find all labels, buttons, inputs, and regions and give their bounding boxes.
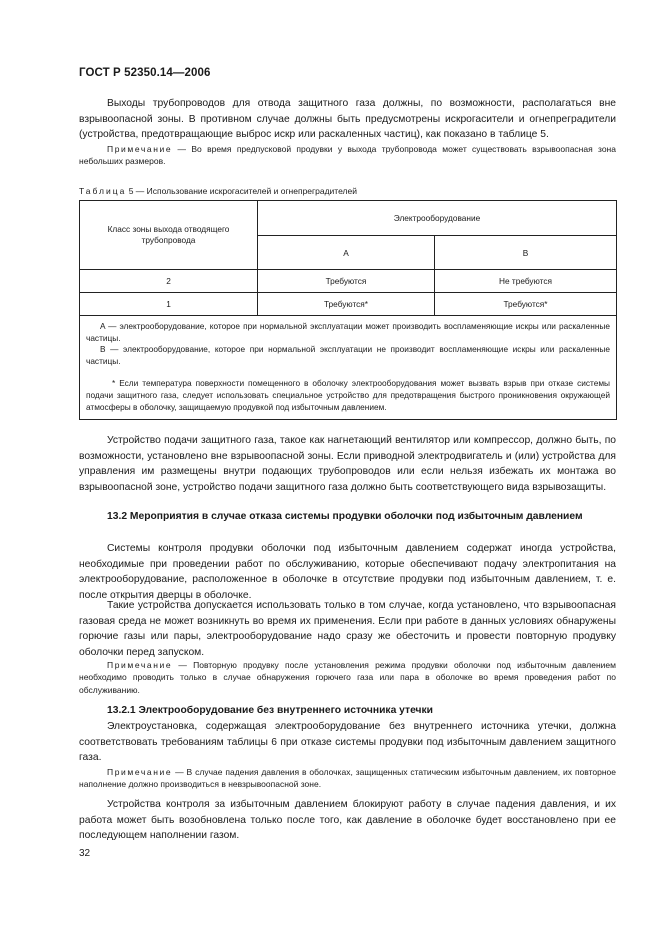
table-row: [80, 270, 617, 293]
paragraph-gas-outlets: Выходы трубопроводов для отвода защитного газа должны, по возможности, располагаться вне взрывоопасной зоны. В противном случае должны быть предусмотрены искрогасители и огнепреградители (устройства, предотвращающие выброс искр или раскаленных частиц), как показано в таблице 5.: [79, 98, 616, 141]
table-footnote: * Если температура поверхности помещенного в оболочку электрооборудования может вызвать взрыв при отказе системы подачи защитного газа, следует использовать специальное устройство для предотвращения быстрого проникновения окружающей атмосферы в оболочку, защищаемую продувкой под избыточным давлением.: [86, 378, 610, 412]
page-number: 32: [79, 848, 91, 859]
note-label: Примечание: [107, 660, 173, 670]
cell-a: Требуются*: [258, 293, 435, 316]
cell-b: Не требуются: [435, 270, 617, 293]
section-heading-13-2-1: 13.2.1 Электрооборудование без внутреннего источника утечки: [107, 705, 434, 716]
table-legend: [80, 316, 617, 420]
header-equipment: Электрооборудование: [258, 201, 617, 236]
header-equipment-a: A: [258, 236, 435, 270]
note-text: — Во время предпусковой продувки у выхода трубопровода может существовать взрывоопасная зона небольших размеров.: [79, 144, 616, 167]
table-5: [79, 200, 617, 420]
note-prestart-purge: [79, 143, 616, 168]
paragraph-devices-usage: Такие устройства допускается использовать только в том случае, когда установлено, что взрывоопасная газовая среда не может возникнуть во время их применения. Если при работе в данных условиях обнаружены горючие газы или пары, электрооборудование надо сразу же обесточить и провести повторную продувку оболочки перед запуском.: [79, 600, 616, 658]
paragraph-purge-control: Системы контроля продувки оболочки под избыточным давлением содержат иногда устройства, необходимые при проведении работ по обслуживанию, которые обеспечивают подачу электропитания на электрооборудование, расположенное в оболочке в отсутствие продувки под избыточным давлением, т. е. после открытия дверцы в оболочке.: [79, 543, 616, 601]
note-pressure-drop: [79, 766, 616, 791]
paragraph-pressure-control: Устройства контроля за избыточным давлением блокируют работу в случае падения давления, и их работа может быть возобновлена только после того, как давление в оболочке будет восстановлено при ее последующем наполнении газом.: [79, 799, 616, 842]
cell-b: Требуются*: [435, 293, 617, 316]
table-caption-text: 5 — Использование искрогасителей и огнепреградителей: [128, 186, 357, 196]
table-row: [80, 293, 617, 316]
legend-a: A — электрооборудование, которое при нормальной эксплуатации может производить воспламеняющие искры или раскаленные частицы.: [86, 321, 610, 343]
note-text: — В случае падения давления в оболочках, защищенных статическим избыточным давлением, их повторное наполнение должно производиться в невзрывоопасной зоне.: [79, 767, 616, 790]
note-label: Примечание: [107, 144, 173, 154]
cell-zone: 2: [80, 270, 258, 293]
cell-zone: 1: [80, 293, 258, 316]
paragraph-gas-supply: Устройство подачи защитного газа, такое как нагнетающий вентилятор или компрессор, должно быть, по возможности, установлено вне взрывоопасной зоны. Если приводной электродвигатель и (или) устройства для управления им размещены внутри подающих трубопроводов или если нельзя избежать их монтажа во взрывоопасной зоне, устройство подачи защитного газа должно быть соответствующего вида взрывозащиты.: [79, 435, 616, 493]
table-caption: [79, 186, 357, 196]
legend-b: B — электрооборудование, которое при нормальной эксплуатации не производит воспламеняющие искры или раскаленные частицы.: [86, 344, 610, 366]
note-label: Примечание: [107, 767, 173, 777]
header-zone-class: Класс зоны выхода отводящего трубопровода: [80, 201, 258, 270]
note-repeat-purge: [79, 659, 616, 696]
section-heading-13-2: 13.2 Мероприятия в случае отказа системы продувки оболочки под избыточным давлением: [107, 511, 583, 522]
paragraph-installation: Электроустановка, содержащая электрооборудование без внутреннего источника утечки, должна соответствовать требованиям таблицы 6 при отказе системы продувки под избыточным давлением защитного газа.: [79, 721, 616, 764]
cell-a: Требуются: [258, 270, 435, 293]
document-header: ГОСТ Р 52350.14—2006: [79, 67, 211, 79]
header-equipment-b: B: [435, 236, 617, 270]
table-caption-word: Таблица: [79, 186, 127, 196]
note-text: — Повторную продувку после установления режима продувки оболочки под избыточным давлением необходимо проводить только в случае обнаружения горючего газа или пара в оболочке во время проведения работ по обслуживанию.: [79, 660, 616, 695]
